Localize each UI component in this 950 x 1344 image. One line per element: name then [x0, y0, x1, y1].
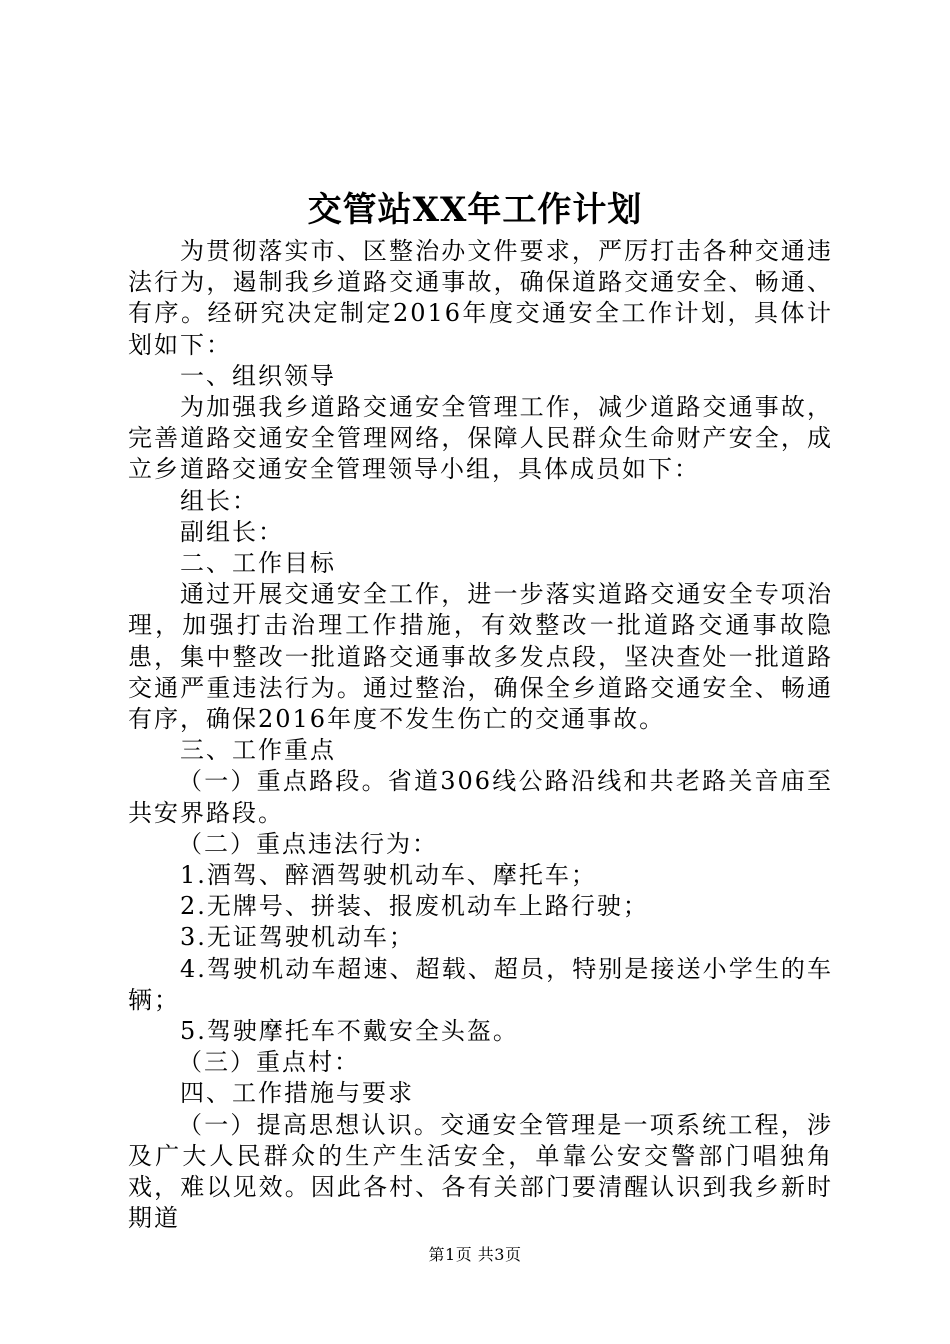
- document-title: 交管站XX年工作计划: [307, 190, 643, 230]
- paragraph-key-roads: （一）重点路段。省道306线公路沿线和共老路关音庙至共安界路段。: [128, 767, 833, 827]
- paragraph-measures: （一）提高思想认识。交通安全管理是一项系统工程，涉及广大人民群众的生产生活安全，单靠公安交警部门唱独角戏，难以见效。因此各村、各有关部门要清醒认识到我乡新时期道: [128, 1110, 833, 1233]
- leader-line: 组长：: [180, 486, 258, 515]
- paragraph-intro: 为贯彻落实市、区整治办文件要求，严厉打击各种交通违法行为，遏制我乡道路交通事故，确保道路交通安全、畅通、有序。经研究决定制定2016年度交通安全工作计划，具体计划如下：: [128, 237, 833, 359]
- list-item: 4.驾驶机动车超速、超载、超员，特别是接送小学生的车辆；: [128, 954, 833, 1014]
- list-item: 5.驾驶摩托车不戴安全头盔。: [180, 1017, 519, 1046]
- section-heading-goals: 二、工作目标: [180, 549, 336, 578]
- subheading-key-violations: （二）重点违法行为：: [178, 829, 438, 858]
- subheading-key-villages: （三）重点村：: [178, 1048, 360, 1077]
- deputy-leader-line: 副组长：: [180, 517, 284, 546]
- list-item: 3.无证驾驶机动车；: [180, 923, 415, 952]
- section-heading-measures: 四、工作措施与要求: [180, 1079, 414, 1108]
- paragraph-organization: 为加强我乡道路交通安全管理工作，减少道路交通事故，完善道路交通安全管理网络，保障人民群众生命财产安全，成立乡道路交通安全管理领导小组，具体成员如下：: [128, 393, 833, 484]
- document-body: [128, 236, 833, 1235]
- page-footer: 第1页 共3页: [428, 1245, 522, 1264]
- list-item: 2.无牌号、拼装、报废机动车上路行驶；: [180, 892, 649, 921]
- section-heading-focus: 三、工作重点: [180, 736, 336, 765]
- list-item: 1.酒驾、醉酒驾驶机动车、摩托车；: [180, 861, 597, 890]
- section-heading-organization: 一、组织领导: [180, 361, 336, 390]
- paragraph-goals: 通过开展交通安全工作，进一步落实道路交通安全专项治理，加强打击治理工作措施，有效整改一批道路交通事故隐患，集中整改一批道路交通事故多发点段，坚决查处一批道路交通严重违法行为。通过整治，确保全乡道路交通安全、畅通有序，确保2016年度不发生伤亡的交通事故。: [128, 580, 833, 734]
